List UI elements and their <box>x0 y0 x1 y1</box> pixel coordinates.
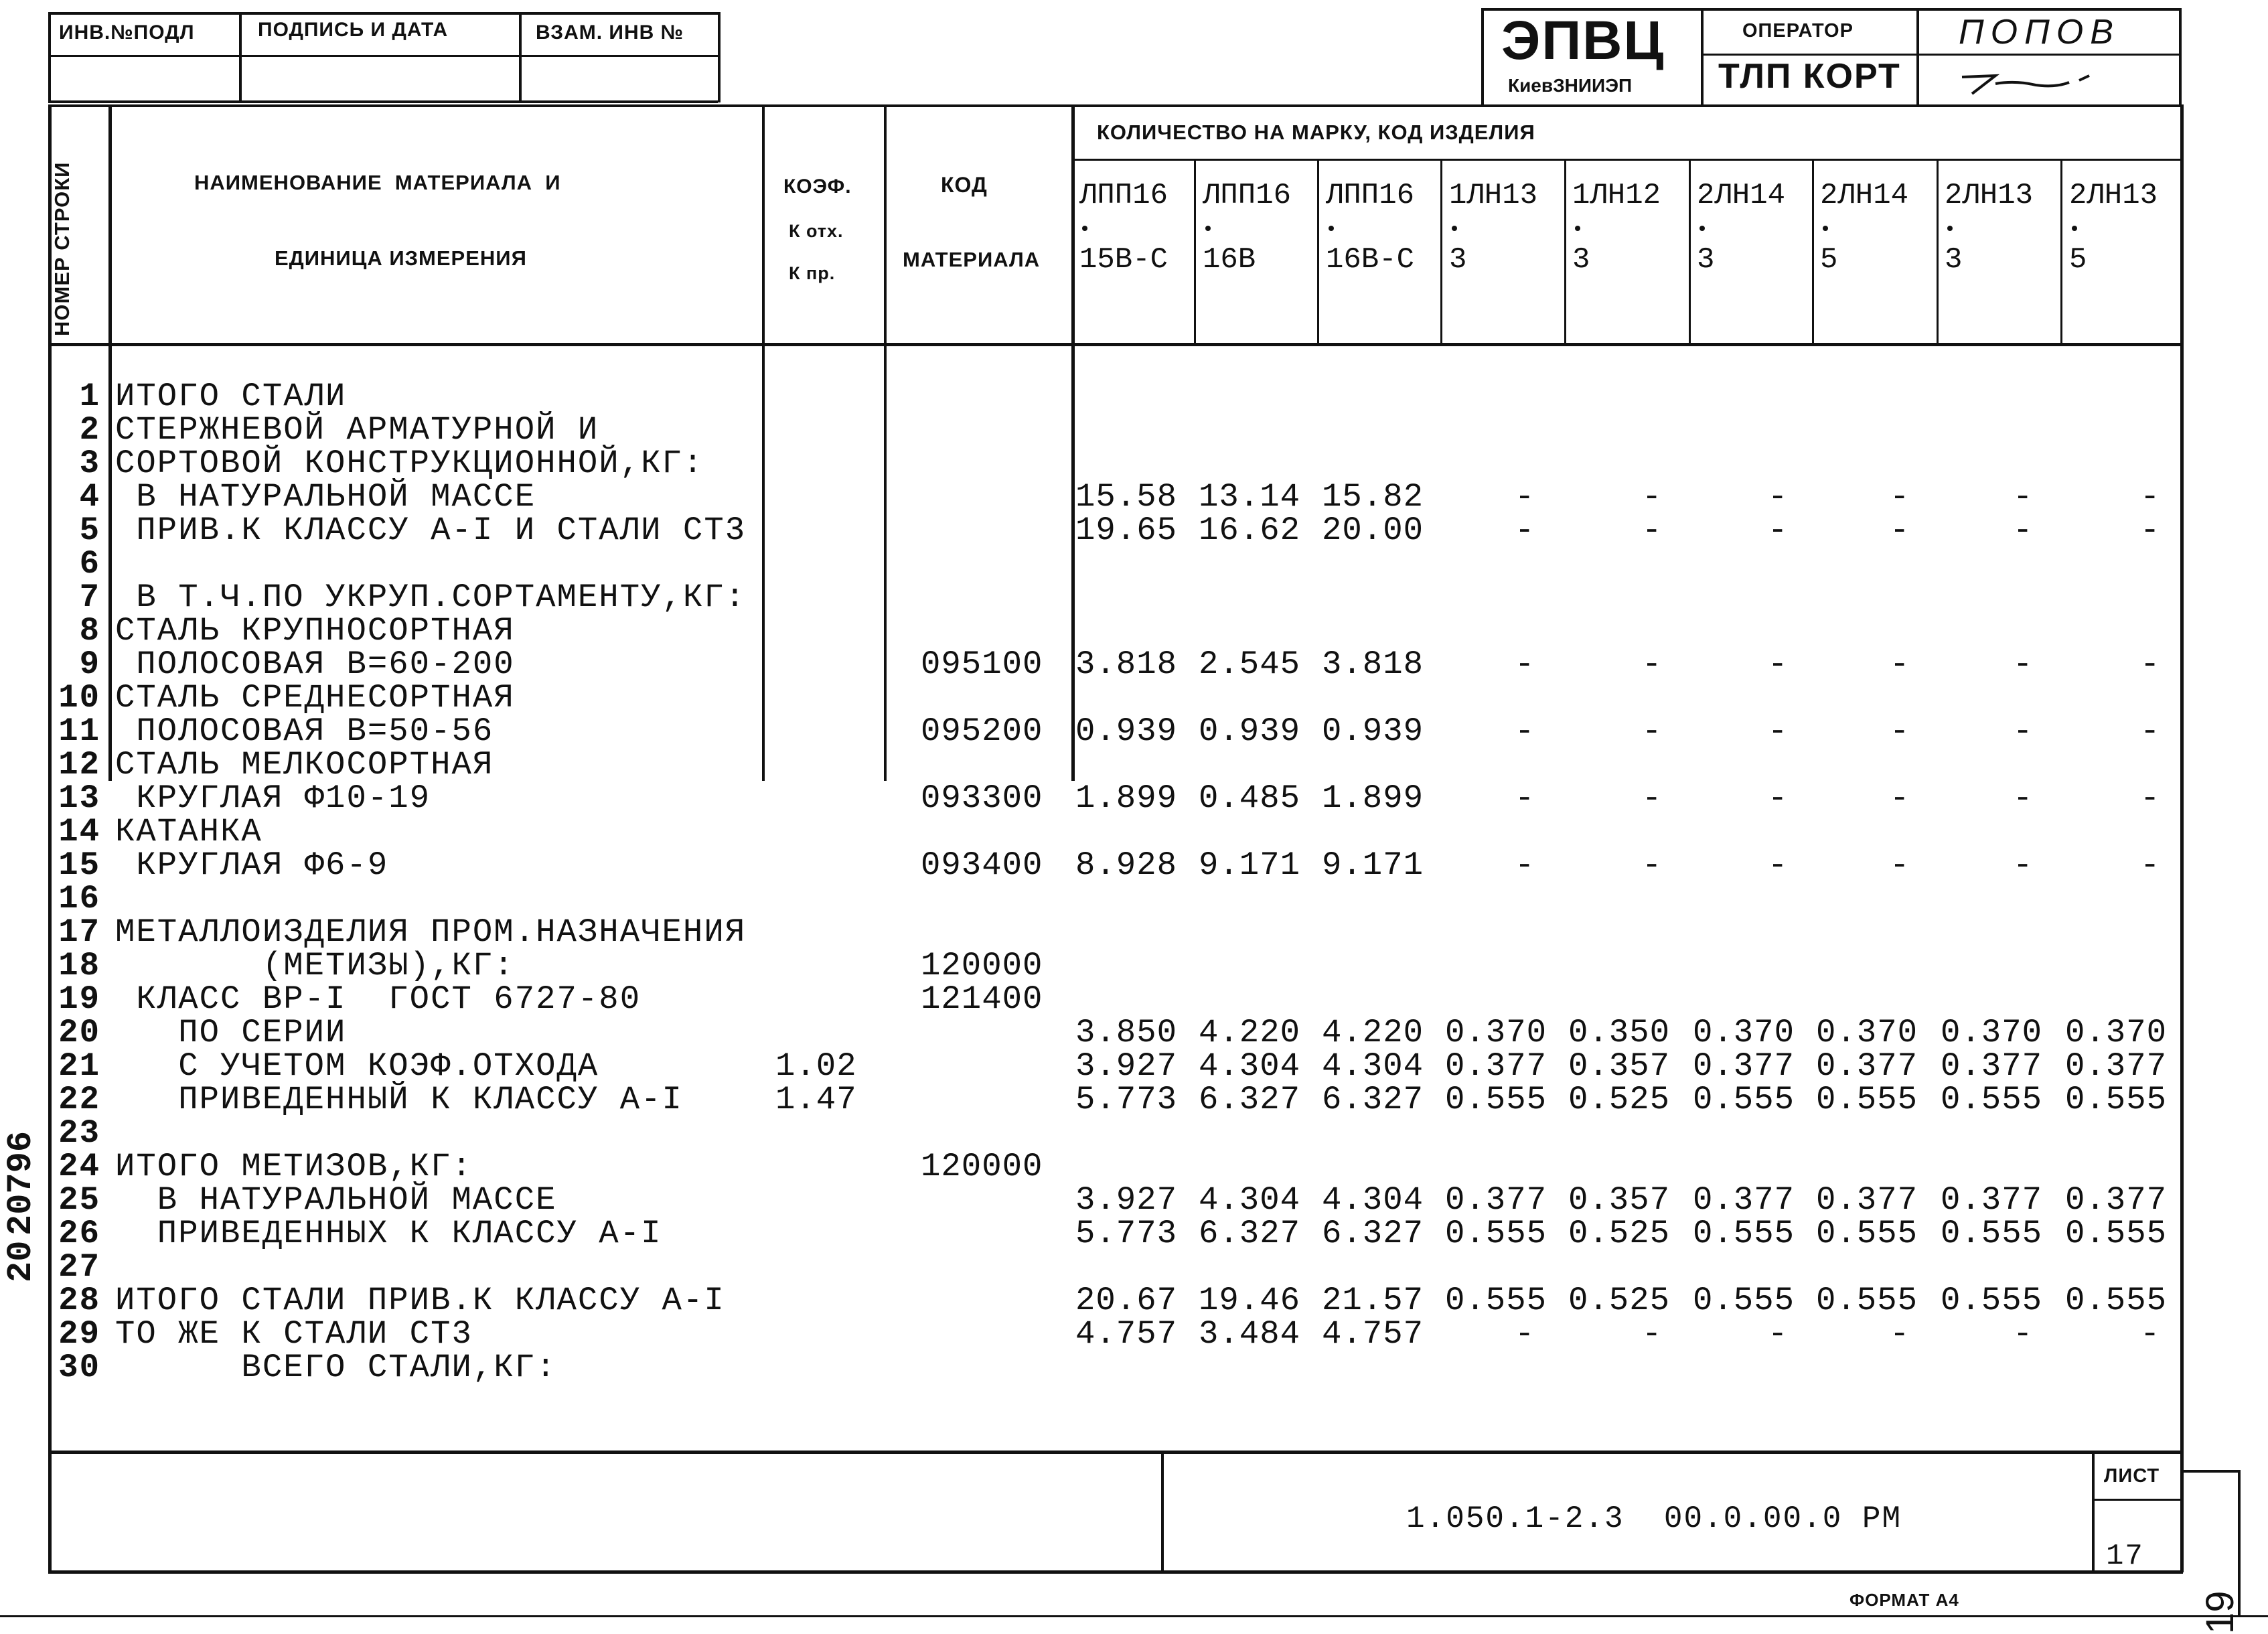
material-name: ПОЛОСОВАЯ В=50-56 <box>115 713 494 750</box>
material-name: СТАЛЬ СРЕДНЕСОРТНАЯ <box>115 679 515 717</box>
quantity-value: 3.927 <box>1075 1181 1178 1219</box>
quantity-value: - <box>2140 713 2161 750</box>
quantity-value: 0.555 <box>1941 1215 2043 1252</box>
quantity-value: - <box>1642 478 1663 516</box>
quantity-value: 0.555 <box>1445 1282 1547 1319</box>
mark-dot <box>1699 226 1705 231</box>
coefficient: 1.47 <box>775 1081 857 1118</box>
quantity-value: 20.67 <box>1075 1282 1178 1319</box>
quantity-value: 0.555 <box>1445 1215 1547 1252</box>
material-name: КРУГЛАЯ Ф10-19 <box>115 779 431 817</box>
name-header-line2: ЕДИНИЦА ИЗМЕРЕНИЯ <box>275 246 527 270</box>
k-pr-header: К пр. <box>789 263 836 283</box>
name-header-line1: НАИМЕНОВАНИЕ МАТЕРИАЛА И <box>194 171 561 194</box>
row-number: 18 <box>58 947 100 984</box>
quantity-value: 0.377 <box>1445 1181 1547 1219</box>
mark-code-top: 2ЛН13 <box>2069 179 2158 212</box>
row-number: 2 <box>79 411 100 449</box>
mark-code-bottom: 3 <box>1945 243 1963 277</box>
quantity-value: 0.377 <box>1816 1181 1918 1219</box>
row-number: 28 <box>58 1282 100 1319</box>
row-number: 11 <box>58 713 100 750</box>
mark-code-top: 2ЛН14 <box>1697 179 1786 212</box>
page-mark: 19 <box>2198 1590 2242 1634</box>
podpis-data-label: ПОДПИСЬ И ДАТА <box>258 19 449 41</box>
k-otx-header: К отх. <box>789 221 844 241</box>
material-name: ИТОГО МЕТИЗОВ,КГ: <box>115 1148 473 1185</box>
mark-code-bottom: 5 <box>1820 243 1838 277</box>
material-name: СТЕРЖНЕВОЙ АРМАТУРНОЙ И <box>115 411 599 449</box>
quantity-value: 0.377 <box>1941 1047 2043 1085</box>
org-name: ЭПВЦ <box>1501 10 1665 71</box>
material-name: СТАЛЬ МЕЛКОСОРТНАЯ <box>115 746 494 784</box>
quantity-value: 1.899 <box>1075 779 1178 817</box>
row-number: 7 <box>79 579 100 616</box>
quantity-value: - <box>1642 512 1663 549</box>
mark-dot <box>2072 226 2077 231</box>
quantity-value: 0.555 <box>2065 1282 2168 1319</box>
quantity-header: КОЛИЧЕСТВО НА МАРКУ, КОД ИЗДЕЛИЯ <box>1097 121 1535 144</box>
quantity-value: 6.327 <box>1322 1081 1424 1118</box>
quantity-value: 0.357 <box>1568 1181 1671 1219</box>
quantity-value: - <box>2013 1315 2034 1353</box>
material-name: ИТОГО СТАЛИ <box>115 378 347 415</box>
quantity-value: 21.57 <box>1322 1282 1424 1319</box>
row-number: 4 <box>79 478 100 516</box>
inv-podl-label: ИНВ.№ПОДЛ <box>59 21 195 44</box>
row-number: 23 <box>58 1114 100 1152</box>
material-name: ТО ЖЕ К СТАЛИ СТ3 <box>115 1315 473 1353</box>
quantity-value: 0.525 <box>1568 1081 1671 1118</box>
row-number: 15 <box>58 846 100 884</box>
quantity-value: 0.485 <box>1199 779 1301 817</box>
quantity-value: - <box>2140 512 2161 549</box>
row-number: 5 <box>79 512 100 549</box>
quantity-value: 16.62 <box>1199 512 1301 549</box>
format-label: ФОРМАТ А4 <box>1849 1590 1959 1610</box>
quantity-value: 0.377 <box>2065 1181 2168 1219</box>
quantity-value: 0.370 <box>1816 1014 1918 1051</box>
material-code: 095200 <box>921 713 1043 750</box>
quantity-value: 0.555 <box>1941 1282 2043 1319</box>
mark-code-top: 2ЛН13 <box>1945 179 2034 212</box>
row-number: 16 <box>58 880 100 917</box>
quantity-value: - <box>2013 713 2034 750</box>
quantity-value: 9.171 <box>1199 846 1301 884</box>
row-number: 3 <box>79 445 100 482</box>
quantity-value: - <box>1515 1315 1535 1353</box>
row-number: 30 <box>58 1349 100 1386</box>
quantity-value: 0.555 <box>2065 1215 2168 1252</box>
mark-code-bottom: 3 <box>1572 243 1590 277</box>
mark-dot <box>1823 226 1828 231</box>
quantity-value: - <box>1768 478 1789 516</box>
quantity-value: - <box>1890 478 1910 516</box>
quantity-value: 0.555 <box>1816 1081 1918 1118</box>
quantity-value: - <box>1890 512 1910 549</box>
material-name: ПРИВЕДЕННЫХ К КЛАССУ А-I <box>115 1215 662 1252</box>
quantity-value: 4.304 <box>1322 1181 1424 1219</box>
row-number: 14 <box>58 813 100 850</box>
quantity-value: - <box>1890 646 1910 683</box>
row-number: 20 <box>58 1014 100 1051</box>
mark-code-bottom: 16В-С <box>1326 243 1415 277</box>
material-code: 120000 <box>921 1148 1043 1185</box>
quantity-value: - <box>2013 512 2034 549</box>
kod-header: КОД <box>941 173 988 197</box>
row-number: 21 <box>58 1047 100 1085</box>
quantity-value: - <box>1642 846 1663 884</box>
row-number: 22 <box>58 1081 100 1118</box>
program-name: ТЛП КОРТ <box>1718 57 1901 96</box>
mark-code-top: 2ЛН14 <box>1820 179 1909 212</box>
quantity-value: 0.357 <box>1568 1047 1671 1085</box>
quantity-value: - <box>1515 478 1535 516</box>
quantity-value: - <box>1890 846 1910 884</box>
quantity-value: - <box>1515 646 1535 683</box>
row-number: 6 <box>79 545 100 583</box>
koef-header: КОЭФ. <box>783 175 852 198</box>
mark-code-bottom: 3 <box>1449 243 1467 277</box>
row-number: 24 <box>58 1148 100 1185</box>
quantity-value: 0.555 <box>1693 1282 1795 1319</box>
quantity-value: - <box>2013 779 2034 817</box>
material-name: МЕТАЛЛОИЗДЕЛИЯ ПРОМ.НАЗНАЧЕНИЯ <box>115 913 747 951</box>
org-subname: КиевЗНИИЭП <box>1508 75 1633 96</box>
mark-dot <box>1452 226 1457 231</box>
quantity-value: 4.757 <box>1322 1315 1424 1353</box>
mark-dot <box>1329 226 1334 231</box>
material-name: СТАЛЬ КРУПНОСОРТНАЯ <box>115 612 515 650</box>
row-number: 26 <box>58 1215 100 1252</box>
quantity-value: - <box>2013 646 2034 683</box>
quantity-value: 3.818 <box>1322 646 1424 683</box>
material-name: КАТАНКА <box>115 813 262 850</box>
quantity-value: 0.555 <box>2065 1081 2168 1118</box>
material-name: ИТОГО СТАЛИ ПРИВ.К КЛАССУ А-I <box>115 1282 725 1319</box>
row-number: 10 <box>58 679 100 717</box>
mark-dot <box>1575 226 1580 231</box>
list-number: 17 <box>2106 1540 2144 1573</box>
quantity-value: 13.14 <box>1199 478 1301 516</box>
mark-dot <box>1947 226 1953 231</box>
material-name: В НАТУРАЛЬНОЙ МАССЕ <box>115 478 536 516</box>
quantity-value: 8.928 <box>1075 846 1178 884</box>
mark-code-bottom: 5 <box>2069 243 2087 277</box>
quantity-value: 4.304 <box>1199 1047 1301 1085</box>
row-number: 1 <box>79 378 100 415</box>
quantity-value: 0.370 <box>1693 1014 1795 1051</box>
quantity-value: 0.370 <box>1941 1014 2043 1051</box>
mark-code-top: 1ЛН13 <box>1449 179 1538 212</box>
quantity-value: - <box>1890 779 1910 817</box>
material-name: КЛАСС ВР-I ГОСТ 6727-80 <box>115 980 641 1018</box>
row-number: 29 <box>58 1315 100 1353</box>
quantity-value: - <box>2140 1315 2161 1353</box>
mark-code-top: ЛПП16 <box>1326 179 1415 212</box>
material-code: 093300 <box>921 779 1043 817</box>
quantity-value: 5.773 <box>1075 1081 1178 1118</box>
material-name: ВСЕГО СТАЛИ,КГ: <box>115 1349 557 1386</box>
row-number: 13 <box>58 779 100 817</box>
mark-dot <box>1205 226 1211 231</box>
mark-code-top: 1ЛН12 <box>1572 179 1661 212</box>
quantity-value: 0.377 <box>1445 1047 1547 1085</box>
quantity-value: 20.00 <box>1322 512 1424 549</box>
side-archive-code-2: 20 <box>1 1240 41 1282</box>
quantity-value: - <box>2013 478 2034 516</box>
quantity-value: 0.377 <box>1941 1181 2043 1219</box>
material-name: С УЧЕТОМ КОЭФ.ОТХОДА <box>115 1047 599 1085</box>
quantity-value: 0.555 <box>1445 1081 1547 1118</box>
mark-code-bottom: 16В <box>1203 243 1256 277</box>
quantity-value: - <box>1642 1315 1663 1353</box>
quantity-value: 3.484 <box>1199 1315 1301 1353</box>
material-name: (МЕТИЗЫ),КГ: <box>115 947 515 984</box>
quantity-value: - <box>1642 713 1663 750</box>
row-number: 27 <box>58 1248 100 1286</box>
material-code: 121400 <box>921 980 1043 1018</box>
quantity-value: - <box>1642 779 1663 817</box>
material-name: В НАТУРАЛЬНОЙ МАССЕ <box>115 1181 557 1219</box>
quantity-value: - <box>1515 846 1535 884</box>
mark-code-bottom: 15В-С <box>1079 243 1168 277</box>
quantity-value: 0.555 <box>1816 1282 1918 1319</box>
mark-code-top: ЛПП16 <box>1203 179 1292 212</box>
quantity-value: 0.939 <box>1322 713 1424 750</box>
vzam-inv-label: ВЗАМ. ИНВ № <box>536 21 684 44</box>
material-code: 093400 <box>921 846 1043 884</box>
material-name: ПО СЕРИИ <box>115 1014 347 1051</box>
quantity-value: 15.58 <box>1075 478 1178 516</box>
quantity-value: - <box>1642 646 1663 683</box>
operator-label: ОПЕРАТОР <box>1742 20 1854 42</box>
quantity-value: 0.555 <box>1816 1215 1918 1252</box>
quantity-value: - <box>2140 646 2161 683</box>
row-number: 12 <box>58 746 100 784</box>
quantity-value: 19.65 <box>1075 512 1178 549</box>
row-number: 19 <box>58 980 100 1018</box>
operator-name: ПОПОВ <box>1959 13 2120 52</box>
quantity-value: 4.304 <box>1322 1047 1424 1085</box>
document-code: 1.050.1-2.3 00.0.00.0 РМ <box>1406 1501 1902 1536</box>
quantity-value: 0.555 <box>1693 1081 1795 1118</box>
material-name: ПРИВЕДЕННЫЙ К КЛАССУ А-I <box>115 1081 683 1118</box>
quantity-value: - <box>2140 846 2161 884</box>
material-header: МАТЕРИАЛА <box>903 248 1041 271</box>
quantity-value: 4.220 <box>1322 1014 1424 1051</box>
quantity-value: - <box>1515 779 1535 817</box>
quantity-value: 0.370 <box>1445 1014 1547 1051</box>
mark-dot <box>1082 226 1087 231</box>
quantity-value: 0.939 <box>1075 713 1178 750</box>
quantity-value: 0.377 <box>2065 1047 2168 1085</box>
quantity-value: - <box>1768 512 1789 549</box>
quantity-value: - <box>1768 779 1789 817</box>
material-code: 095100 <box>921 646 1043 683</box>
quantity-value: - <box>1890 713 1910 750</box>
row-number: 9 <box>79 646 100 683</box>
coefficient: 1.02 <box>775 1047 857 1085</box>
quantity-value: 0.377 <box>1693 1181 1795 1219</box>
quantity-value: 0.525 <box>1568 1282 1671 1319</box>
row-number: 17 <box>58 913 100 951</box>
signature-mark <box>1955 64 2129 100</box>
quantity-value: 1.899 <box>1322 779 1424 817</box>
mark-code-bottom: 3 <box>1697 243 1715 277</box>
quantity-value: - <box>1768 646 1789 683</box>
quantity-value: 0.555 <box>1693 1215 1795 1252</box>
quantity-value: 15.82 <box>1322 478 1424 516</box>
quantity-value: - <box>2140 478 2161 516</box>
quantity-value: 9.171 <box>1322 846 1424 884</box>
list-label: ЛИСТ <box>2104 1465 2160 1487</box>
quantity-value: 0.350 <box>1568 1014 1671 1051</box>
quantity-value: 19.46 <box>1199 1282 1301 1319</box>
quantity-value: 3.927 <box>1075 1047 1178 1085</box>
quantity-value: 3.850 <box>1075 1014 1178 1051</box>
quantity-value: 0.377 <box>1816 1047 1918 1085</box>
quantity-value: - <box>2013 846 2034 884</box>
quantity-value: - <box>1890 1315 1910 1353</box>
quantity-value: 4.220 <box>1199 1014 1301 1051</box>
material-name: В Т.Ч.ПО УКРУП.СОРТАМЕНТУ,КГ: <box>115 579 747 616</box>
quantity-value: 5.773 <box>1075 1215 1178 1252</box>
row-number: 25 <box>58 1181 100 1219</box>
quantity-value: - <box>1768 713 1789 750</box>
quantity-value: - <box>1768 1315 1789 1353</box>
quantity-value: 6.327 <box>1199 1081 1301 1118</box>
quantity-value: 0.377 <box>1693 1047 1795 1085</box>
quantity-value: - <box>1768 846 1789 884</box>
quantity-value: - <box>1515 713 1535 750</box>
quantity-value: 6.327 <box>1199 1215 1301 1252</box>
quantity-value: 0.939 <box>1199 713 1301 750</box>
material-name: КРУГЛАЯ Ф6-9 <box>115 846 389 884</box>
material-name: ПОЛОСОВАЯ В=60-200 <box>115 646 515 683</box>
quantity-value: 0.555 <box>1941 1081 2043 1118</box>
quantity-value: 2.545 <box>1199 646 1301 683</box>
row-number-header: НОМЕР СТРОКИ <box>50 161 74 336</box>
quantity-value: - <box>1515 512 1535 549</box>
quantity-value: 4.757 <box>1075 1315 1178 1353</box>
quantity-value: - <box>2140 779 2161 817</box>
row-number: 8 <box>79 612 100 650</box>
quantity-value: 3.818 <box>1075 646 1178 683</box>
side-archive-code: 20796 <box>1 1130 41 1236</box>
material-name: СОРТОВОЙ КОНСТРУКЦИОННОЙ,КГ: <box>115 445 704 482</box>
material-code: 120000 <box>921 947 1043 984</box>
quantity-value: 4.304 <box>1199 1181 1301 1219</box>
quantity-value: 6.327 <box>1322 1215 1424 1252</box>
quantity-value: 0.370 <box>2065 1014 2168 1051</box>
quantity-value: 0.525 <box>1568 1215 1671 1252</box>
material-name: ПРИВ.К КЛАССУ А-I И СТАЛИ СТ3 <box>115 512 747 549</box>
mark-code-top: ЛПП16 <box>1079 179 1168 212</box>
